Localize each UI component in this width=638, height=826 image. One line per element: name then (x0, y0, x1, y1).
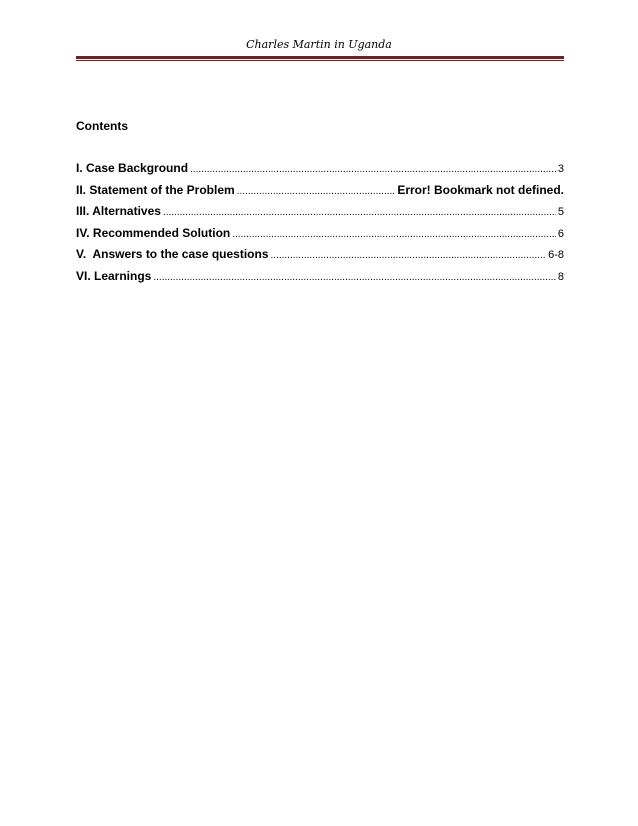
toc-leader-dots (237, 181, 396, 203)
table-of-contents (76, 158, 564, 287)
toc-entry-learnings[interactable] (76, 266, 564, 288)
toc-entry-label: V. Answers to the case questions (76, 247, 269, 261)
toc-entry-case-background[interactable] (76, 158, 564, 180)
toc-entry-alternatives[interactable] (76, 201, 564, 223)
toc-entry-answers[interactable] (76, 244, 564, 266)
toc-entry-page: 8 (557, 270, 564, 283)
toc-entry-recommended-solution[interactable] (76, 223, 564, 245)
toc-entry-page: Error! Bookmark not defined. (397, 182, 564, 197)
toc-entry-statement-of-problem[interactable] (76, 180, 564, 202)
toc-leader-dots (163, 202, 556, 224)
toc-leader-dots (271, 245, 547, 267)
running-header: Charles Martin in Uganda (246, 38, 392, 51)
toc-entry-label: I. Case Background (76, 161, 189, 175)
toc-leader-dots (190, 159, 556, 181)
toc-entry-page: 6-8 (548, 249, 564, 261)
toc-heading: Contents (76, 119, 128, 133)
toc-entry-page: 6 (557, 227, 564, 240)
header-rule (76, 56, 564, 59)
toc-leader-dots (153, 267, 556, 289)
toc-entry-label: IV. Recommended Solution (76, 225, 231, 240)
toc-entry-label: II. Statement of the Problem (76, 182, 235, 197)
toc-entry-page: 5 (557, 206, 564, 218)
toc-entry-label: III. Alternatives (76, 204, 161, 218)
header-rule-thin (76, 60, 564, 61)
toc-leader-dots (232, 224, 556, 246)
toc-entry-label: VI. Learnings (76, 268, 152, 283)
toc-entry-page: 3 (557, 163, 564, 175)
